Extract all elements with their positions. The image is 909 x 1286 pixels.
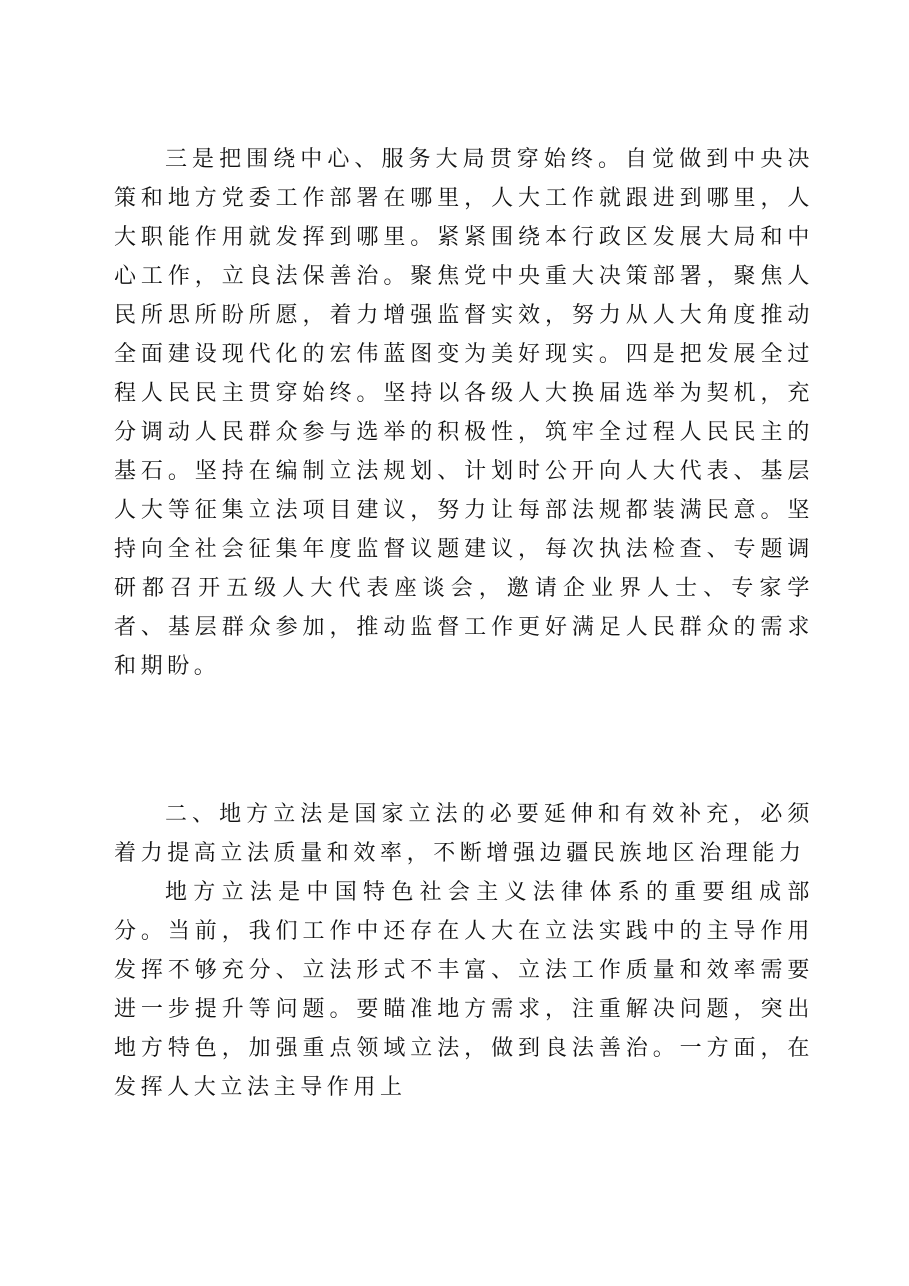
body-paragraph-principles: 三是把围绕中心、服务大局贯穿始终。自觉做到中央决策和地方党委工作部署在哪里，人大工作就跟进到哪里，人大职能作用就发挥到哪里。紧紧围绕本行政区发展大局和中心工作，立良法保善治。聚焦党中央重大决策部署，聚焦人民所思所盼所愿，着力增强监督实效，努力从人大角度推动全面建设现代化的宏伟蓝图变为美好现实。四是把发展全过程人民民主贯穿始终。坚持以各级人大换届选举为契机，充分调动人民群众参与选举的积极性，筑牢全过程人民民主的基石。坚持在编制立法规划、计划时公开向人大代表、基层人大等征集立法项目建议，努力让每部法规都装满民意。坚持向全社会征集年度监督议题建议，每次执法检查、专题调研都召开五级人大代表座谈会，邀请企业界人士、专家学者、基层群众参加，推动监督工作更好满足人民群众的需求和期盼。 [114, 147, 814, 679]
body-paragraph-local-legislation: 地方立法是中国特色社会主义法律体系的重要组成部分。当前，我们工作中还存在人大在立法实践中的主导作用发挥不够充分、立法形式不丰富、立法工作质量和效率需要进一步提升等问题。要瞄准地方需求，注重解决问题，突出地方特色，加强重点领域立法，做到良法善治。一方面，在发挥人大立法主导作用上 [114, 880, 814, 1100]
section-heading-local-legislation: 二、地方立法是国家立法的必要延伸和有效补充，必须着力提高立法质量和效率，不断增强边疆民族地区治理能力 [114, 802, 814, 866]
